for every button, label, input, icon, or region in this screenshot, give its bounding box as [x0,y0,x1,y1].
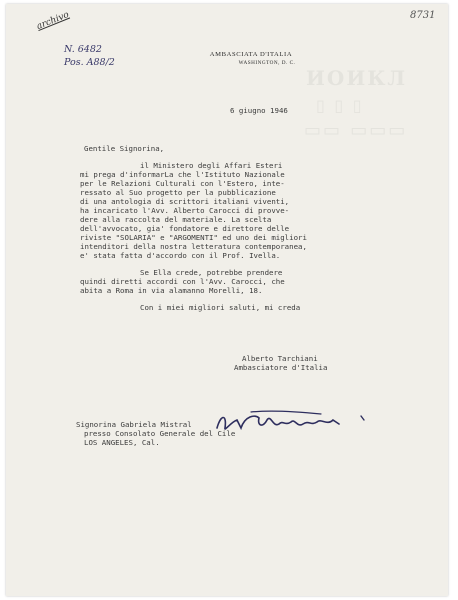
archive-number: 8731 [410,10,436,21]
position-reference: Pos. A88/2 [64,57,115,68]
body-line: quindi diretti accordi con l'Avv. Carocci, che [80,277,285,286]
body-line: e' stata fatta d'accordo con il Prof. Ivella. [80,251,281,260]
body-line: il Ministero degli Affari Esteri [140,161,283,170]
body-line: ha incaricato l'Avv. Alberto Carocci di provve- [80,206,290,215]
handwritten-signature [211,406,381,436]
signer-title: Ambasciatore d'Italia [234,363,328,372]
body-line: per le Relazioni Culturali con l'Estero, inte- [80,179,285,188]
archive-stamp: archivo [35,10,71,32]
body-line: ressato al Suo progetto per la pubblicazione [80,188,276,197]
body-line: di una antologia di scrittori italiani viventi, [80,197,290,206]
recipient-line: presso Consolato Generale del Cile [84,429,236,438]
signer-name: Alberto Tarchiani [242,354,318,363]
closing-line: Con i miei migliori saluti, mi creda [140,303,301,312]
body-line: mi prega d'informarLa che l'Istituto Nazionale [80,170,285,179]
body-line: Se Ella crede, potrebbe prendere [140,268,283,277]
body-line: abita a Roma in via alamanno Morelli, 18. [80,286,263,295]
recipient-line: Signorina Gabriela Mistral [76,420,192,429]
body-line: intenditori della nostra letteratura contemporanea, [80,242,307,251]
body-line: riviste "SOLARIA" e "ARGOMENTI" ed uno dei migliori [80,233,307,242]
letterhead-city: WASHINGTON, D. C. [238,60,296,66]
bleed-through-mark: ▯ ▯ ▯ [316,96,364,115]
letterhead-organization: AMBASCIATA D'ITALIA [209,51,293,58]
salutation: Gentile Signorina, [84,144,165,153]
body-line: dere alla raccolta del materiale. La scelta [80,215,272,224]
letter-page [6,4,448,596]
body-line: dell'avvocato, gia' fondatore e direttore delle [80,224,290,233]
recipient-line: LOS ANGELES, Cal. [84,438,160,447]
letter-date: 6 giugno 1946 [230,106,288,115]
letterhead [176,51,326,66]
reference-number: N. 6482 [64,44,102,55]
bleed-through-mark: ИОИКЛ [306,66,408,90]
bleed-through-mark: ▭▭ ▭▭▭ [304,120,408,141]
